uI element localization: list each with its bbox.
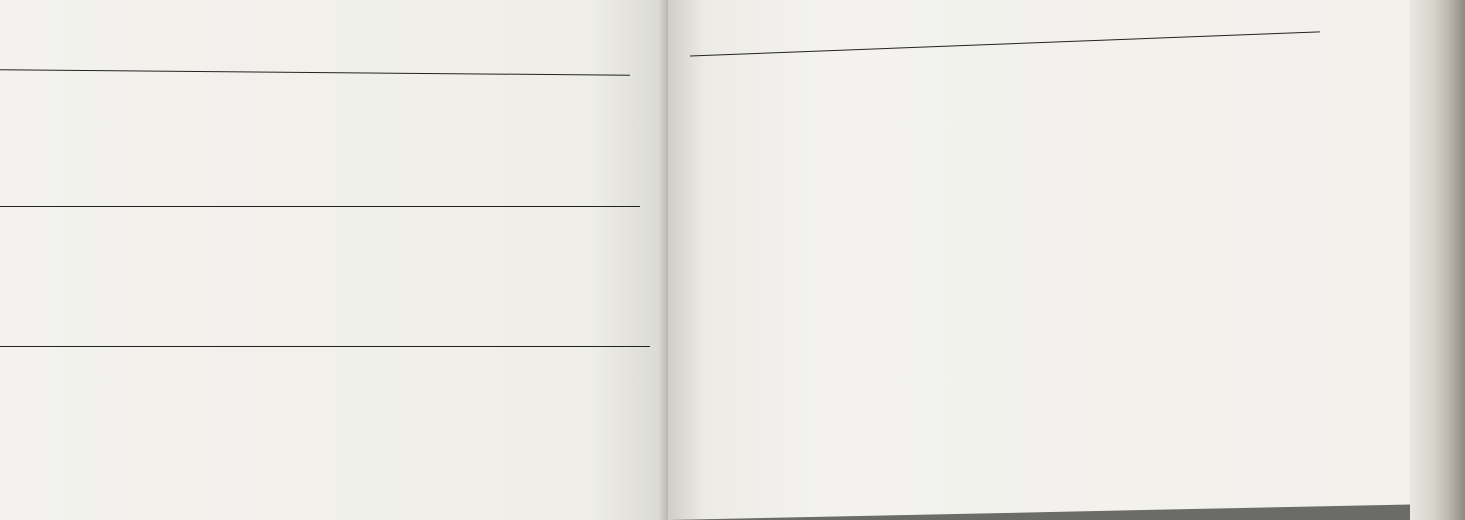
specialty-text-col2 xyxy=(848,61,998,64)
reserve-rule xyxy=(0,206,640,207)
right-page xyxy=(668,0,1410,520)
specialty-text-col1 xyxy=(692,68,842,71)
specialty-rule xyxy=(690,31,1320,56)
page-edges xyxy=(1410,0,1465,520)
warrant-rule xyxy=(0,346,650,347)
header-rule xyxy=(0,69,630,75)
left-page xyxy=(0,0,668,520)
